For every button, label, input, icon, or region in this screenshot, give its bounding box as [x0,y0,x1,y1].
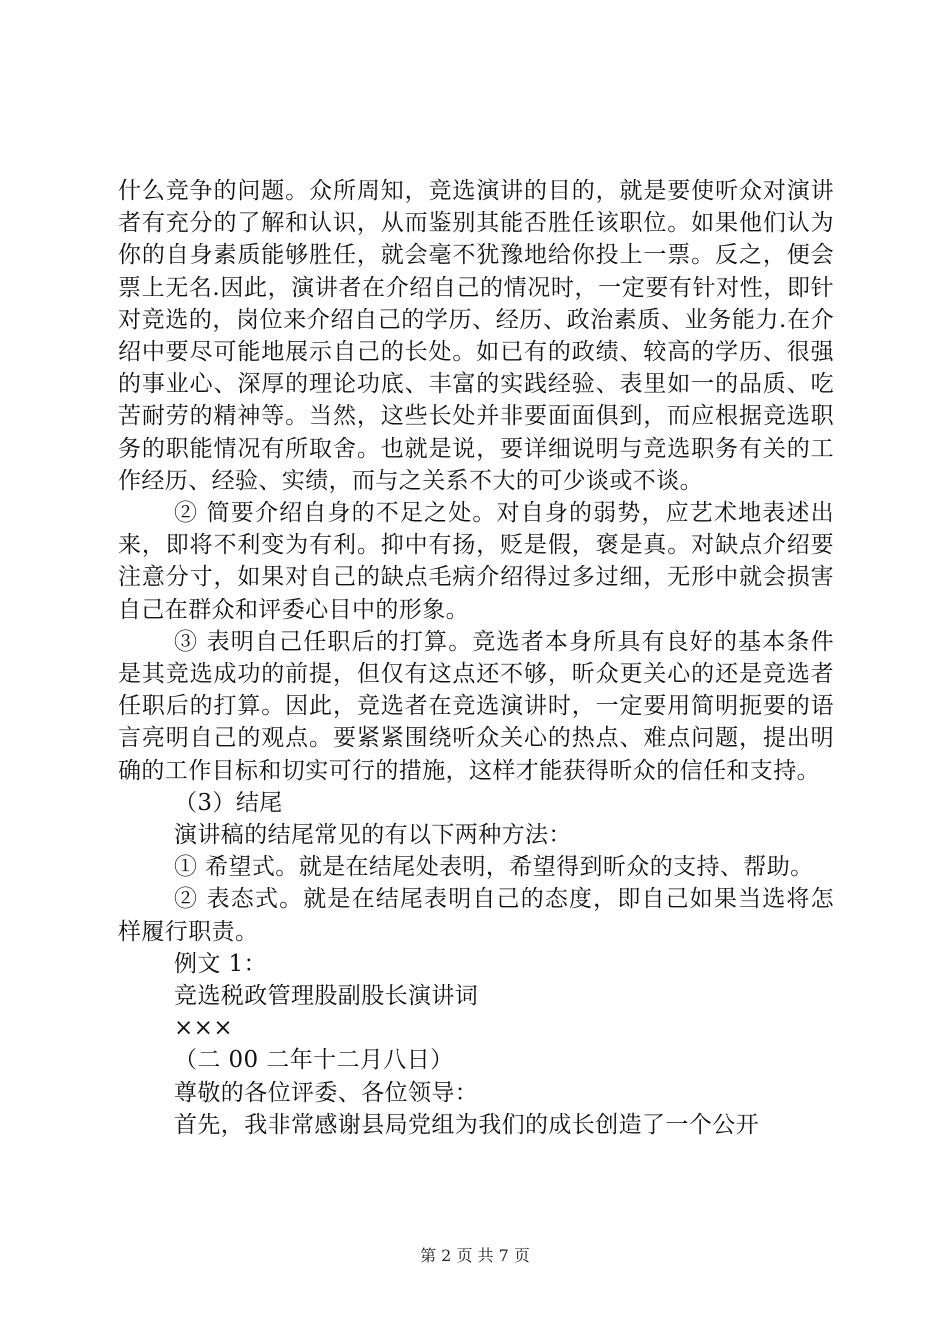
example-salutation: 尊敬的各位评委、各位领导： [174,1079,479,1106]
example-date: （二 00 二年十二月八日） [174,1047,454,1074]
page-number-footer: 第 2 页 共 7 页 [420,1246,530,1265]
section-heading-ending: （3）结尾 [174,789,283,816]
example-opening: 首先，我非常感谢县局党组为我们的成长创造了一个公开 [174,1111,759,1138]
paragraph-3: ③ 表明自己任职后的打算。竞选者本身所具有良好的基本条件是其竞选成功的前提，但仅有这点还不够，昕众更关心的还是竞选者任职后的打算。因此，竞选者在竞选演讲时，一定要用简明扼要的语言亮明自己的观点。要紧紧围绕听众关心的热点、难点问题，提出明确的工作目标和切实可行的措施，这样才能获得昕众的信任和支持。 [118,628,834,784]
example-title: 竞选税政管理股副股长演讲词 [174,983,479,1010]
document-body [118,175,834,1141]
paragraph-2: ② 简要介绍自身的不足之处。对自身的弱势，应艺术地表述出来，即将不利变为有利。抑中有扬，贬是假，褒是真。对缺点介绍要注意分寸，如果对自己的缺点毛病介绍得过多过细，无形中就会损害自己在群众和评委心目中的形象。 [118,500,834,623]
example-author: ××× [174,1015,234,1042]
paragraph-4: 演讲稿的结尾常见的有以下两种方法： [174,822,572,849]
paragraph-1: 什么竞争的问题。众所周知，竞选演讲的目的，就是要使听众对演讲者有充分的了解和认识，从而鉴别其能否胜任该职位。如果他们认为你的自身素质能够胜任，就会毫不犹豫地给你投上一票。反之，便会票上无名.因此，演讲者在介绍自己的情况时，一定要有针对性，即针对竞选的，岗位来介绍自己的学历、经历、政治素质、业务能力.在介绍中要尽可能地展示自己的长处。如已有的政绩、较高的学历、很强的事业心、深厚的理论功底、丰富的实践经验、表里如一的品质、吃苦耐劳的精神等。当然，这些长处并非要面面俱到，而应根据竞选职务的职能情况有所取舍。也就是说，要详细说明与竞选职务有关的工作经历、经验、实绩，而与之关系不大的可少谈或不谈。 [118,178,834,494]
paragraph-6: ② 表态式。就是在结尾表明自己的态度，即自己如果当选将怎样履行职责。 [118,886,834,945]
paragraph-5: ① 希望式。就是在结尾处表明，希望得到昕众的支持、帮助。 [174,854,814,881]
example-label: 例文 1： [174,950,267,977]
